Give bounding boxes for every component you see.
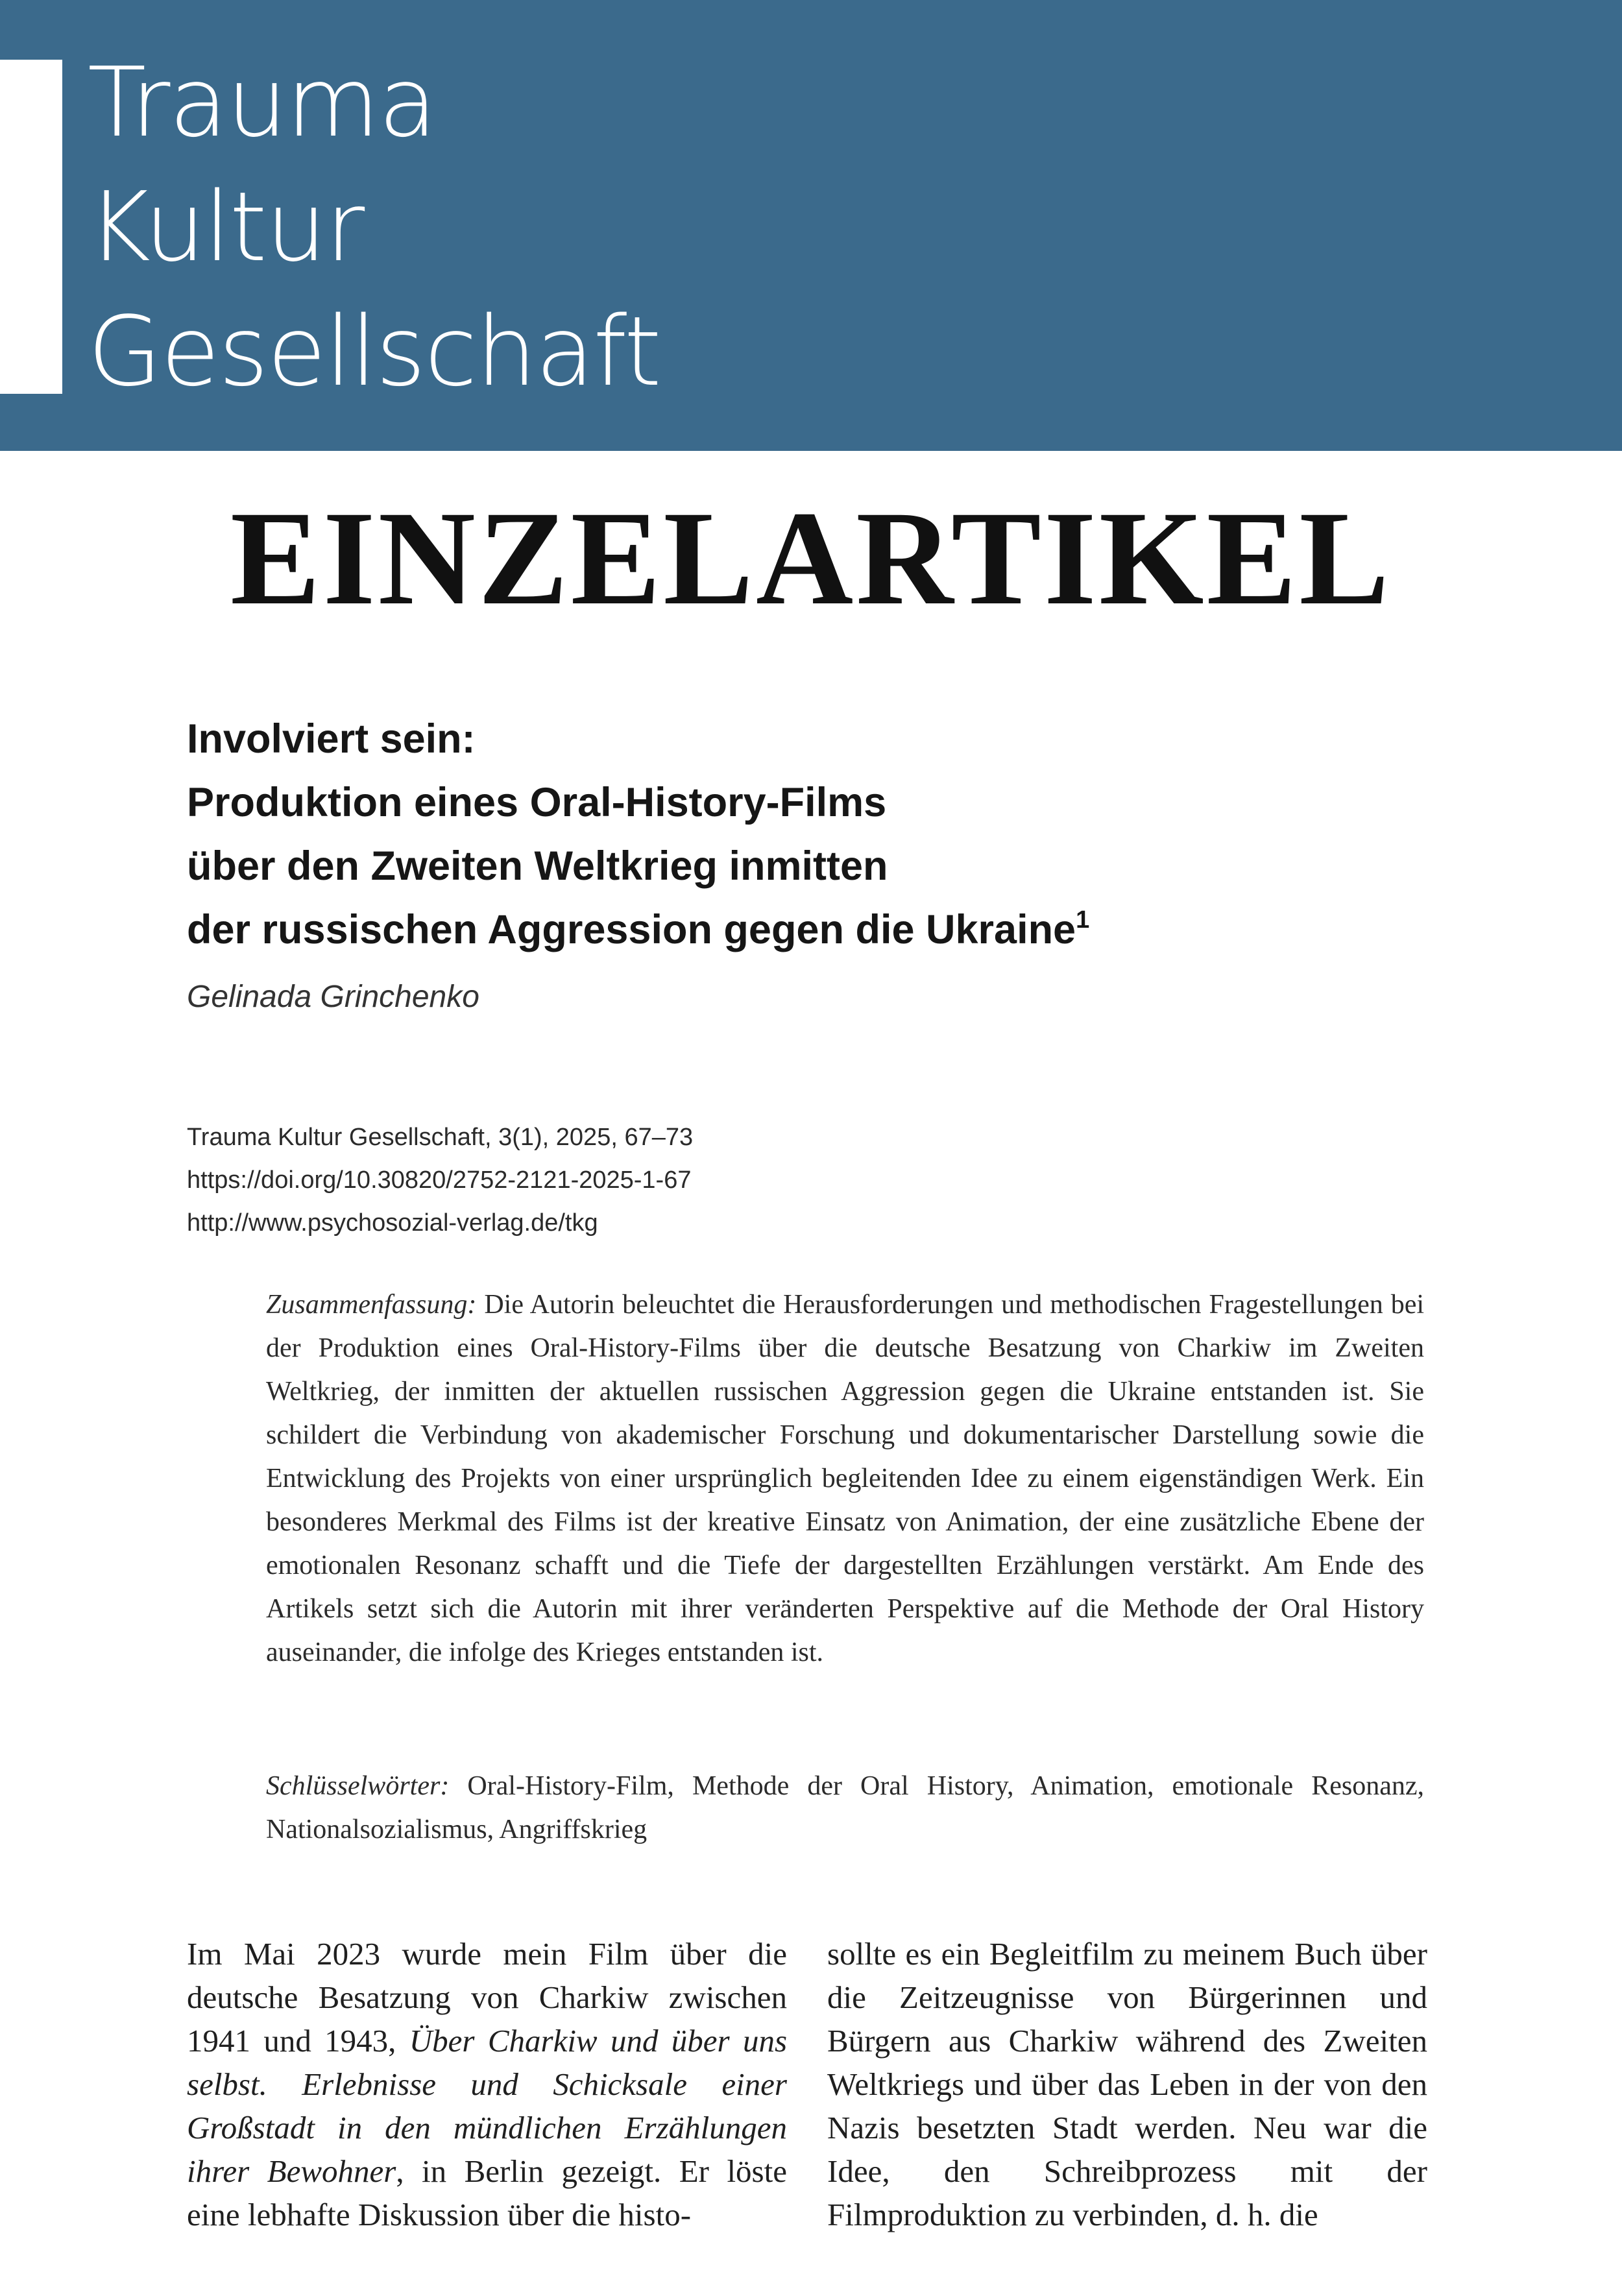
body-column-right: sollte es ein Begleitfilm zu meinem Buch über die Zeitzeugnisse von Bürgerinnen und Bürgern aus Charkiw während des Zweiten Weltkriegs und über das Leben in der von den Nazis besetzten Stadt werden. Neu war die Idee, den Schreibprozess mit der Filmproduktion zu verbinden, d. h. die <box>827 1936 1427 2232</box>
keywords-label: Schlüsselwörter: <box>266 1771 450 1801</box>
citation-doi-link[interactable]: https://doi.org/10.30820/2752-2121-2025-1-67 <box>187 1166 692 1194</box>
journal-title-line-3: Gesellschaft <box>88 296 660 407</box>
journal-title <box>88 40 660 414</box>
abstract-label: Zusammenfassung: <box>266 1290 477 1320</box>
article-title <box>187 707 1484 961</box>
header-accent-bar <box>0 60 62 394</box>
body-left-intro: Im Mai 2023 wurde mein Film über die deutsche Besatzung von Charkiw zwischen 1941 und 1943, <box>187 1936 787 2059</box>
citation-block <box>187 1116 693 1244</box>
article-title-line-2: Produktion eines Oral-History-Films <box>187 780 887 825</box>
abstract-text: Die Autorin beleuchtet die Herausforderungen und methodischen Fragestellungen bei der Produktion eines Oral-History-Films über die deutsche Besatzung von Charkiw im Zweiten Weltkrieg, der inmitten der aktuellen russischen Aggression gegen die Ukraine entstanden ist. Sie schildert die Verbindung von akademischer Forschung und dokumentarischer Darstellung sowie die Entwicklung des Projekts von einer ursprünglich begleitenden Idee zu einem eigenständigen Werk. Ein besonderes Merkmal des Films ist der kreative Einsatz von Animation, der eine zusätzliche Ebene der emotionalen Resonanz schafft und die Tiefe der dargestellten Erzählungen verstärkt. Am Ende des Artikels setzt sich die Autorin mit ihrer veränderten Perspektive auf die Methode der Oral History auseinander, die infolge des Krieges entstanden ist. <box>266 1290 1425 1667</box>
article-title-line-4 <box>187 898 1484 961</box>
journal-header-band <box>0 0 1622 451</box>
keywords-text: Oral-History-Film, Methode der Oral History, Animation, emotionale Resonanz, Nationalsozialismus, Angriffskrieg <box>266 1771 1424 1844</box>
footnote-mark[interactable]: 1 <box>1076 906 1090 934</box>
citation-url-link[interactable]: http://www.psychosozial-verlag.de/tkg <box>187 1209 598 1237</box>
body-column-left <box>187 1932 787 2236</box>
film-title: Über Charkiw und über uns selbst. Erlebnisse und Schicksale einer Großstadt in den mündlichen Erzählungen ihrer Bewohner <box>187 2023 788 2189</box>
article-author: Gelinada Grinchenko <box>187 980 479 1014</box>
journal-title-line-1: Trauma <box>88 47 436 158</box>
citation-reference: Trauma Kultur Gesellschaft, 3(1), 2025, 67–73 <box>187 1124 694 1151</box>
abstract <box>266 1283 1424 1674</box>
document-type-heading: EINZELARTIKEL <box>230 483 1392 633</box>
article-title-line-4-text: der russischen Aggression gegen die Ukraine <box>187 907 1076 952</box>
journal-title-line-2: Kultur <box>88 171 364 283</box>
keywords <box>266 1765 1424 1852</box>
article-title-line-1: Involviert sein: <box>187 716 476 762</box>
article-title-line-3: über den Zweiten Weltkrieg inmitten <box>187 843 888 889</box>
body-left-outro: , in Berlin gezeigt. Er löste eine lebhafte Diskussion über die histo- <box>187 2153 787 2232</box>
